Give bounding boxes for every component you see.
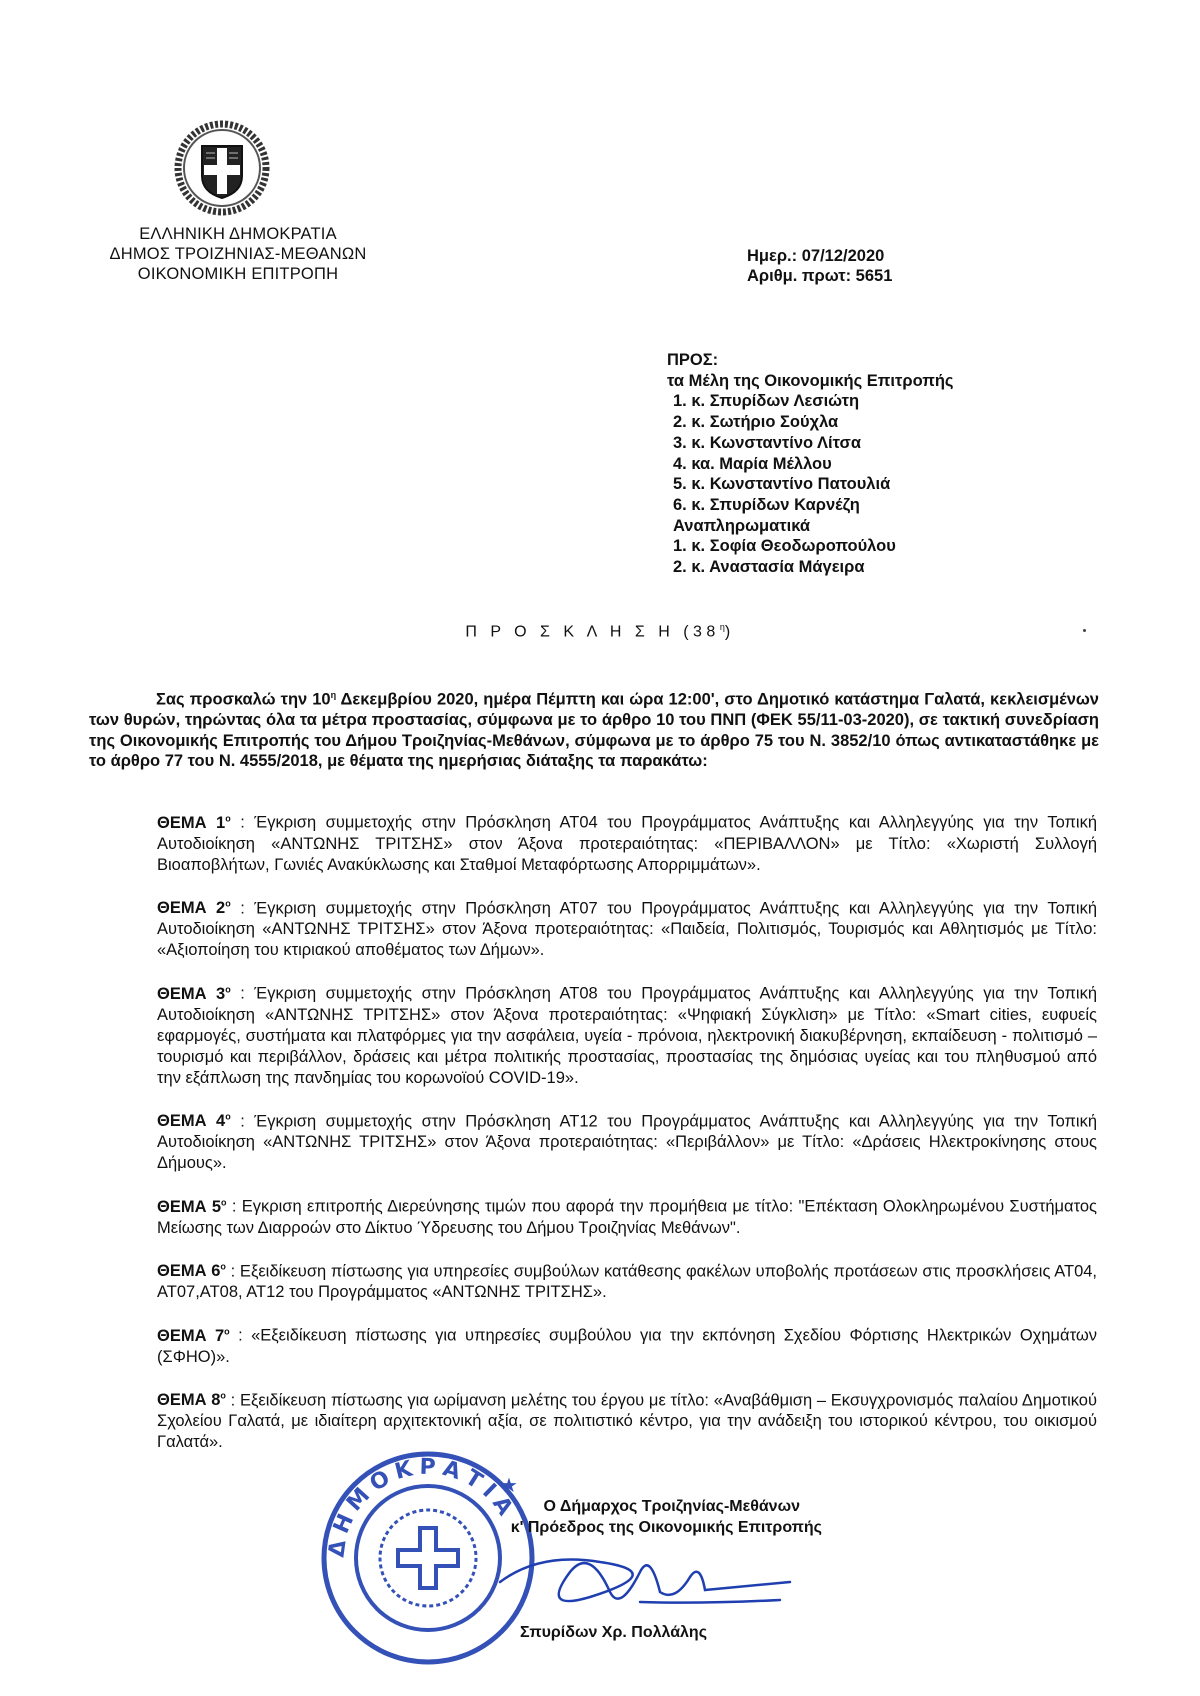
intro-part1: Σας προσκαλώ την 10 <box>156 690 331 709</box>
title-text: Π Ρ Ο Σ Κ Λ Η Σ Η <box>465 623 675 641</box>
topic-label: ΘΕΜΑ $4^o$ <box>157 1111 231 1130</box>
signer-role-line1: Ο Δήμαρχος Τροιζηνίας-Μεθάνων <box>543 1498 800 1515</box>
topic-label: ΘΕΜΑ $5^o$ <box>157 1197 227 1216</box>
date-label: Ημερ.: <box>747 247 798 265</box>
greek-coat-of-arms-icon <box>172 118 272 218</box>
alternates-label: Αναπληρωματικά <box>673 516 811 535</box>
topic-label: ΘΕΜΑ $1^o$ <box>157 813 231 832</box>
recipients-group-label: τα Μέλη της Οικονομικής Επιτροπής <box>667 371 954 390</box>
topic-text: : Εγκριση επιτροπής Διερεύνησης τιμών που αφορά την προμήθεια με τίτλο: "Επέκταση Ολοκληρωμένου Συστήματος Μείωσης των Διαρροών στο Δίκτυο Ύδρευσης του Δήμου Τροιζηνίας Μεθάνων". <box>157 1197 1097 1237</box>
document-meta <box>747 246 892 286</box>
topic-text: : Έγκριση συμμετοχής στην Πρόσκληση ΑΤ07 του Προγράμματος Ανάπτυξης και Αλληλεγγύης για την Τοπική Αυτοδιοίκηση «ΑΝΤΩΝΗΣ ΤΡΙΤΣΗΣ» στον Άξονα προτεραιότητας: «Παιδεία, Πολιτισμός, Τουρισμός και Αθλητισμός με Τίτλο: «Αξιοποίηση του κτιριακού αποθέματος των Δήμων». <box>157 899 1098 959</box>
member-item: 5. κ. Κωνσταντίνο Πατουλιά <box>673 475 891 494</box>
agenda-topic <box>157 1321 1097 1368</box>
agenda-topic <box>157 1192 1097 1239</box>
handwritten-signature-icon <box>480 1542 800 1622</box>
svg-text:ΔΗΜΟΚΡΑΤΙΑ: ΔΗΜΟΚΡΑΤΙΑ <box>324 1454 521 1559</box>
member-item: 6. κ. Σπυρίδων Καρνέζη <box>673 495 860 514</box>
organization-header <box>88 224 388 284</box>
protocol-value: 5651 <box>855 267 893 285</box>
topic-text: : Έγκριση συμμετοχής στην Πρόσκληση ΑΤ12 του Προγράμματος Ανάπτυξης και Αλληλεγγύης για την Τοπική Αυτοδιοίκηση «ΑΝΤΩΝΗΣ ΤΡΙΤΣΗΣ» στον Άξονα προτεραιότητας: «Περιβάλλον» με Τίτλο: «Δράσεις Ηλεκτροκίνησης στους Δήμους». <box>157 1112 1098 1172</box>
member-item: 3. κ. Κωνσταντίνο Λίτσα <box>673 433 861 452</box>
agenda-topic <box>157 1257 1097 1304</box>
signer-role-line2: κ' Πρόεδρος της Οικονομικής Επιτροπής <box>510 1519 822 1536</box>
agenda-topics <box>157 808 1097 1471</box>
signer-name: Σπυρίδων Χρ. Πολλάλης <box>520 1624 708 1641</box>
scan-speck <box>1083 629 1086 632</box>
alternate-item: 2. κ. Αναστασία Μάγειρα <box>673 558 865 577</box>
invitation-title <box>0 622 1200 641</box>
recipients-block <box>667 350 954 578</box>
date-value: 07/12/2020 <box>801 247 885 265</box>
topic-label: ΘΕΜΑ $3^o$ <box>157 984 231 1003</box>
org-line-municipality: ΔΗΜΟΣ ΤΡΟΙΖΗΝΙΑΣ-ΜΕΘΑΝΩΝ <box>109 245 367 263</box>
svg-text:★: ★ <box>500 1473 518 1497</box>
agenda-topic <box>157 979 1097 1089</box>
recipients-to-label: ΠΡΟΣ: <box>667 351 719 369</box>
topic-text: : Εξειδίκευση πίστωσης για ωρίμανση μελέτης του έργου με τίτλο: «Αναβάθμιση – Εκσυγχρονισμός παλαίου Δημοτικού Σχολείου Γαλατά, με ιδιαίτερη αρχιτεκτονική αξία, σε πολιτιστικό κέντρο, για την ανάδειξη του ιστορικού κέντρου, του οικισμού Γαλατά». <box>157 1391 1098 1451</box>
protocol-label: Αριθμ. πρωτ: <box>747 267 852 285</box>
topic-label: ΘΕΜΑ $7^o$ <box>157 1326 230 1345</box>
topic-label: ΘΕΜΑ $8^o$ <box>157 1390 226 1409</box>
org-line-country: ΕΛΛΗΝΙΚΗ ΔΗΜΟΚΡΑΤΙΑ <box>139 225 337 243</box>
topic-text: : Εξειδίκευση πίστωσης για υπηρεσίες συμβούλων κατάθεσης φακέλων υποβολής προτάσεων στις προσκλήσεις ΑΤ04, ΑΤ07,ΑΤ08, ΑΤ12 του Προγράμματος «ΑΝΤΩΝΗΣ ΤΡΙΤΣΗΣ». <box>157 1262 1098 1301</box>
topic-text: : Έγκριση συμμετοχής στην Πρόσκληση ΑΤ08 του Προγράμματος Ανάπτυξης και Αλληλεγγύης για την Τοπική Αυτοδιοίκηση «ΑΝΤΩΝΗΣ ΤΡΙΤΣΗΣ» στον Άξονα προτεραιότητας: «Ψηφιακή Σύγκλιση» με Τίτλο: «Smart cities, ευφυείς εφαρμογές, συστήματα και πλατφόρμες για την ασφάλεια, υγεία - πρόνοια, ηλεκτρονική διακυβέρνηση, εκπαίδευση - πολιτισμό – τουρισμό και περιβάλλον, δράσεις και μέτρα πολιτικής προστασίας, προστασίας της δημόσιας υγείας και του πληθυσμού από την εξάπλωση της πανδημίας του κορωνοϊού COVID-19». <box>157 984 1098 1087</box>
alternate-item: 1. κ. Σοφία Θεοδωροπούλου <box>673 537 896 556</box>
intro-sup: η <box>330 690 337 700</box>
intro-part2: Δεκεμβρίου 2020, ημέρα Πέμπτη και ώρα 12:00', στο Δημοτικό κατάστημα Γαλατά, κεκλεισμένων των θυρών, τηρώντας όλα τα μέτρα προστασίας, σύμφωνα με το άρθρο 10 του ΠΝΠ (ΦΕΚ 55/11-03-2020), σε τακτική συνεδρίαση της Οικονομικής Επιτροπής του Δήμου Τροιζηνίας-Μεθάνων, σύμφωνα με το άρθρο 75 του Ν. 3852/10 όπως αντικαταστάθηκε με το άρθρο 77 του Ν. 4555/2018, με θέματα της ημερήσιας διάταξης τα παρακάτω: <box>89 690 1099 770</box>
agenda-topic <box>157 1386 1097 1454</box>
org-line-committee: ΟΙΚΟΝΟΜΙΚΗ ΕΠΙΤΡΟΠΗ <box>137 265 339 283</box>
topic-text: : Έγκριση συμμετοχής στην Πρόσκληση ΑΤ04 του Προγράμματος Ανάπτυξης και Αλληλεγγύης για την Τοπική Αυτοδιοίκηση «ΑΝΤΩΝΗΣ ΤΡΙΤΣΗΣ» στον Άξονα προτεραιότητας: «ΠΕΡΙΒΑΛΛΟΝ» με Τίτλο: «Χωριστή Συλλογή Βιοαποβλήτων, Γωνιές Ανακύκλωσης και Σταθμοί Μεταφόρτωσης Απορριμμάτων». <box>157 813 1098 874</box>
agenda-topic <box>157 808 1097 876</box>
title-number-close: ) <box>724 623 735 641</box>
agenda-topic <box>157 1107 1097 1175</box>
agenda-topic <box>157 894 1097 962</box>
title-number: (38 <box>683 623 720 641</box>
intro-paragraph <box>89 685 1099 772</box>
title-number-sup: η <box>719 622 725 632</box>
member-item: 2. κ. Σωτήριο Σούχλα <box>673 413 839 432</box>
signature-block <box>500 1496 822 1538</box>
topic-label: ΘΕΜΑ $2^o$ <box>157 898 231 917</box>
topic-label: ΘΕΜΑ $6^o$ <box>157 1261 226 1280</box>
member-item: 4. κα. Μαρία Μέλλου <box>673 454 832 473</box>
protocol-row <box>747 266 892 286</box>
date-row <box>747 246 892 266</box>
topic-text: : «Εξειδίκευση πίστωσης για υπηρεσίες συμβούλου για την εκπόνηση Σχεδίου Φόρτισης Ηλεκτρικών Οχημάτων (ΣΦΗΟ)». <box>157 1326 1097 1366</box>
member-item: 1. κ. Σπυρίδων Λεσιώτη <box>673 392 860 411</box>
